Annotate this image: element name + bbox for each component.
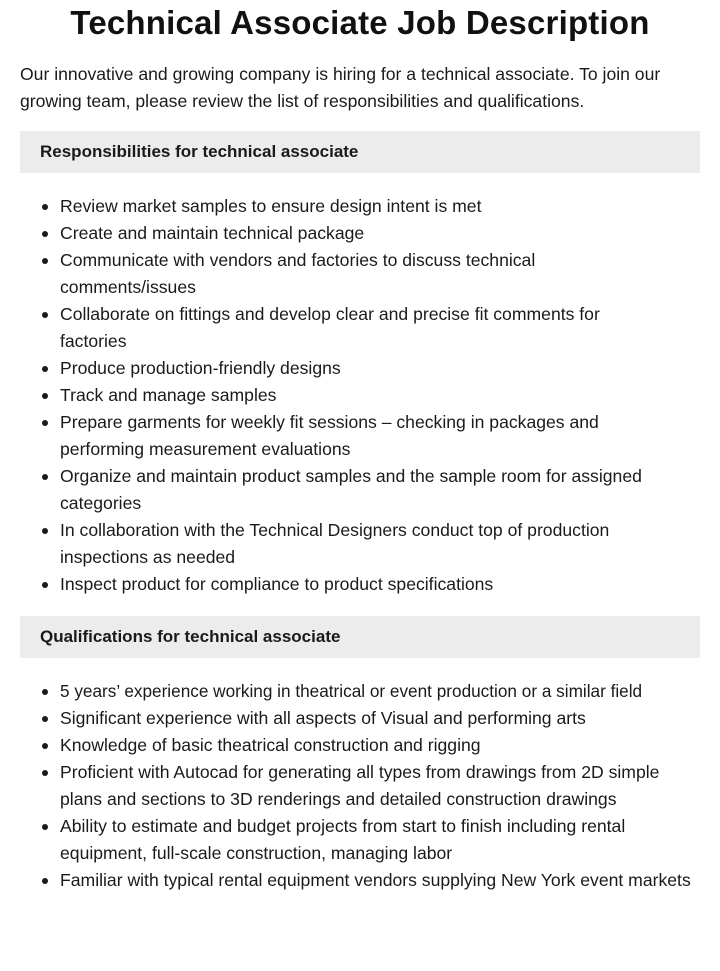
list-item: Organize and maintain product samples and the sample room for assigned categories	[60, 463, 700, 517]
list-item: Knowledge of basic theatrical construction and rigging	[60, 732, 700, 759]
list-item: 5 years’ experience working in theatrical or event production or a similar field	[60, 678, 700, 705]
responsibilities-heading: Responsibilities for technical associate	[20, 131, 700, 173]
list-item: Review market samples to ensure design intent is met	[60, 193, 700, 220]
list-item: Create and maintain technical package	[60, 220, 700, 247]
list-item: Proficient with Autocad for generating all types from drawings from 2D simple plans and sections to 3D renderings and detailed construction drawings	[60, 759, 700, 813]
intro-paragraph: Our innovative and growing company is hiring for a technical associate. To join our growing team, please review the list of responsibilities and qualifications.	[20, 64, 661, 111]
qualifications-list	[20, 678, 700, 894]
list-item: Track and manage samples	[60, 382, 700, 409]
list-item: Familiar with typical rental equipment vendors supplying New York event markets	[60, 867, 700, 894]
qualifications-heading: Qualifications for technical associate	[20, 616, 700, 658]
page-title: Technical Associate Job Description	[70, 4, 650, 41]
list-item: In collaboration with the Technical Designers conduct top of production inspections as needed	[60, 517, 700, 571]
list-item: Prepare garments for weekly fit sessions – checking in packages and performing measurement evaluations	[60, 409, 700, 463]
list-item: Significant experience with all aspects of Visual and performing arts	[60, 705, 700, 732]
list-item: Inspect product for compliance to product specifications	[60, 571, 700, 598]
list-item: Communicate with vendors and factories to discuss technical comments/issues	[60, 247, 700, 301]
list-item: Collaborate on fittings and develop clear and precise fit comments for factories	[60, 301, 700, 355]
list-item: Produce production-friendly designs	[60, 355, 700, 382]
responsibilities-list	[20, 193, 700, 598]
list-item: Ability to estimate and budget projects from start to finish including rental equipment, full-scale construction, managing labor	[60, 813, 700, 867]
